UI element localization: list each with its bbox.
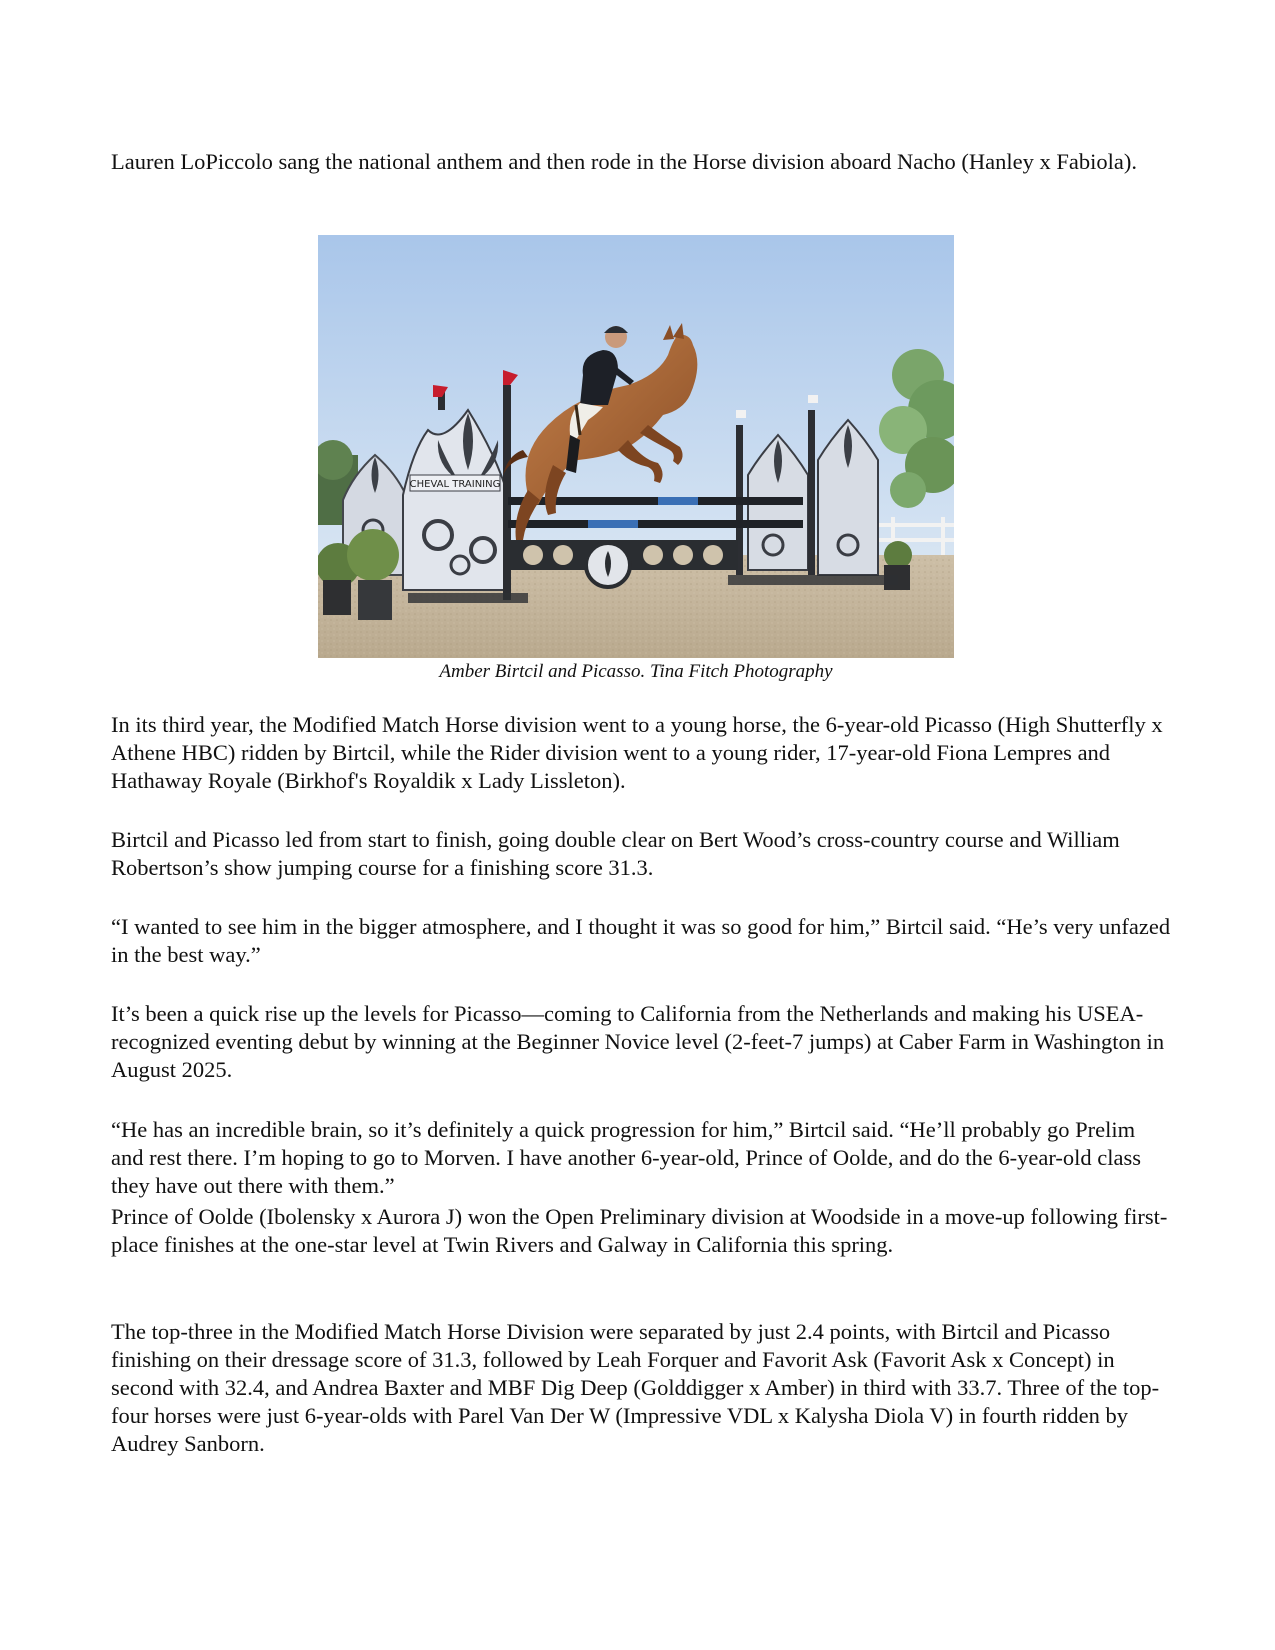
show-jumping-photo	[318, 235, 954, 658]
body-paragraph: The top-three in the Modified Match Horse Division were separated by just 2.4 points, with Birtcil and Picasso finishing on their dressage score of 31.3, followed by Leah Forquer and Favorit Ask (Favorit Ask x Concept) in second with 32.4, and Andrea Baxter and MBF Dig Deep (Golddigger x Amber) in third with 33.7. Three of the top-four horses were just 6-year-olds with Parel Van Der W (Impressive VDL x Kalysha Diola V) in fourth ridden by Audrey Sanborn.	[111, 1319, 1160, 1456]
article-photo	[318, 235, 954, 658]
photo-caption: Amber Birtcil and Picasso. Tina Fitch Photography	[439, 661, 833, 682]
body-paragraph: Birtcil and Picasso led from start to finish, going double clear on Bert Wood’s cross-country course and William Robertson’s show jumping course for a finishing score 31.3.	[111, 827, 1120, 880]
body-paragraph: In its third year, the Modified Match Horse division went to a young horse, the 6-year-old Picasso (High Shutterfly x Athene HBC) ridden by Birtcil, while the Rider division went to a young rider, 17-year-old Fiona Lempres and Hathaway Royale (Birkhof's Royaldik x Lady Lissleton).	[111, 712, 1163, 793]
body-paragraph: It’s been a quick rise up the levels for Picasso—coming to California from the Netherlands and making his USEA-recognized eventing debut by winning at the Beginner Novice level (2-feet-7 jumps) at Caber Farm in Washington in August 2025.	[111, 1001, 1165, 1082]
body-paragraph: Prince of Oolde (Ibolensky x Aurora J) won the Open Preliminary division at Woodside in a move-up following first-place finishes at the one-star level at Twin Rivers and Galway in California this spring.	[111, 1204, 1168, 1257]
body-paragraph: “I wanted to see him in the bigger atmosphere, and I thought it was so good for him,” Birtcil said. “He’s very unfazed in the best way.”	[111, 914, 1171, 967]
body-paragraph: “He has an incredible brain, so it’s definitely a quick progression for him,” Birtcil said. “He’ll probably go Prelim and rest there. I’m hoping to go to Morven. I have another 6-year-old, Prince of Oolde, and do the 6-year-old class they have out there with them.”	[111, 1117, 1142, 1198]
intro-paragraph: Lauren LoPiccolo sang the national anthem and then rode in the Horse division aboard Nacho (Hanley x Fabiola).	[111, 149, 1137, 174]
standard-brand-text: CHEVAL TRAINING	[409, 479, 501, 490]
